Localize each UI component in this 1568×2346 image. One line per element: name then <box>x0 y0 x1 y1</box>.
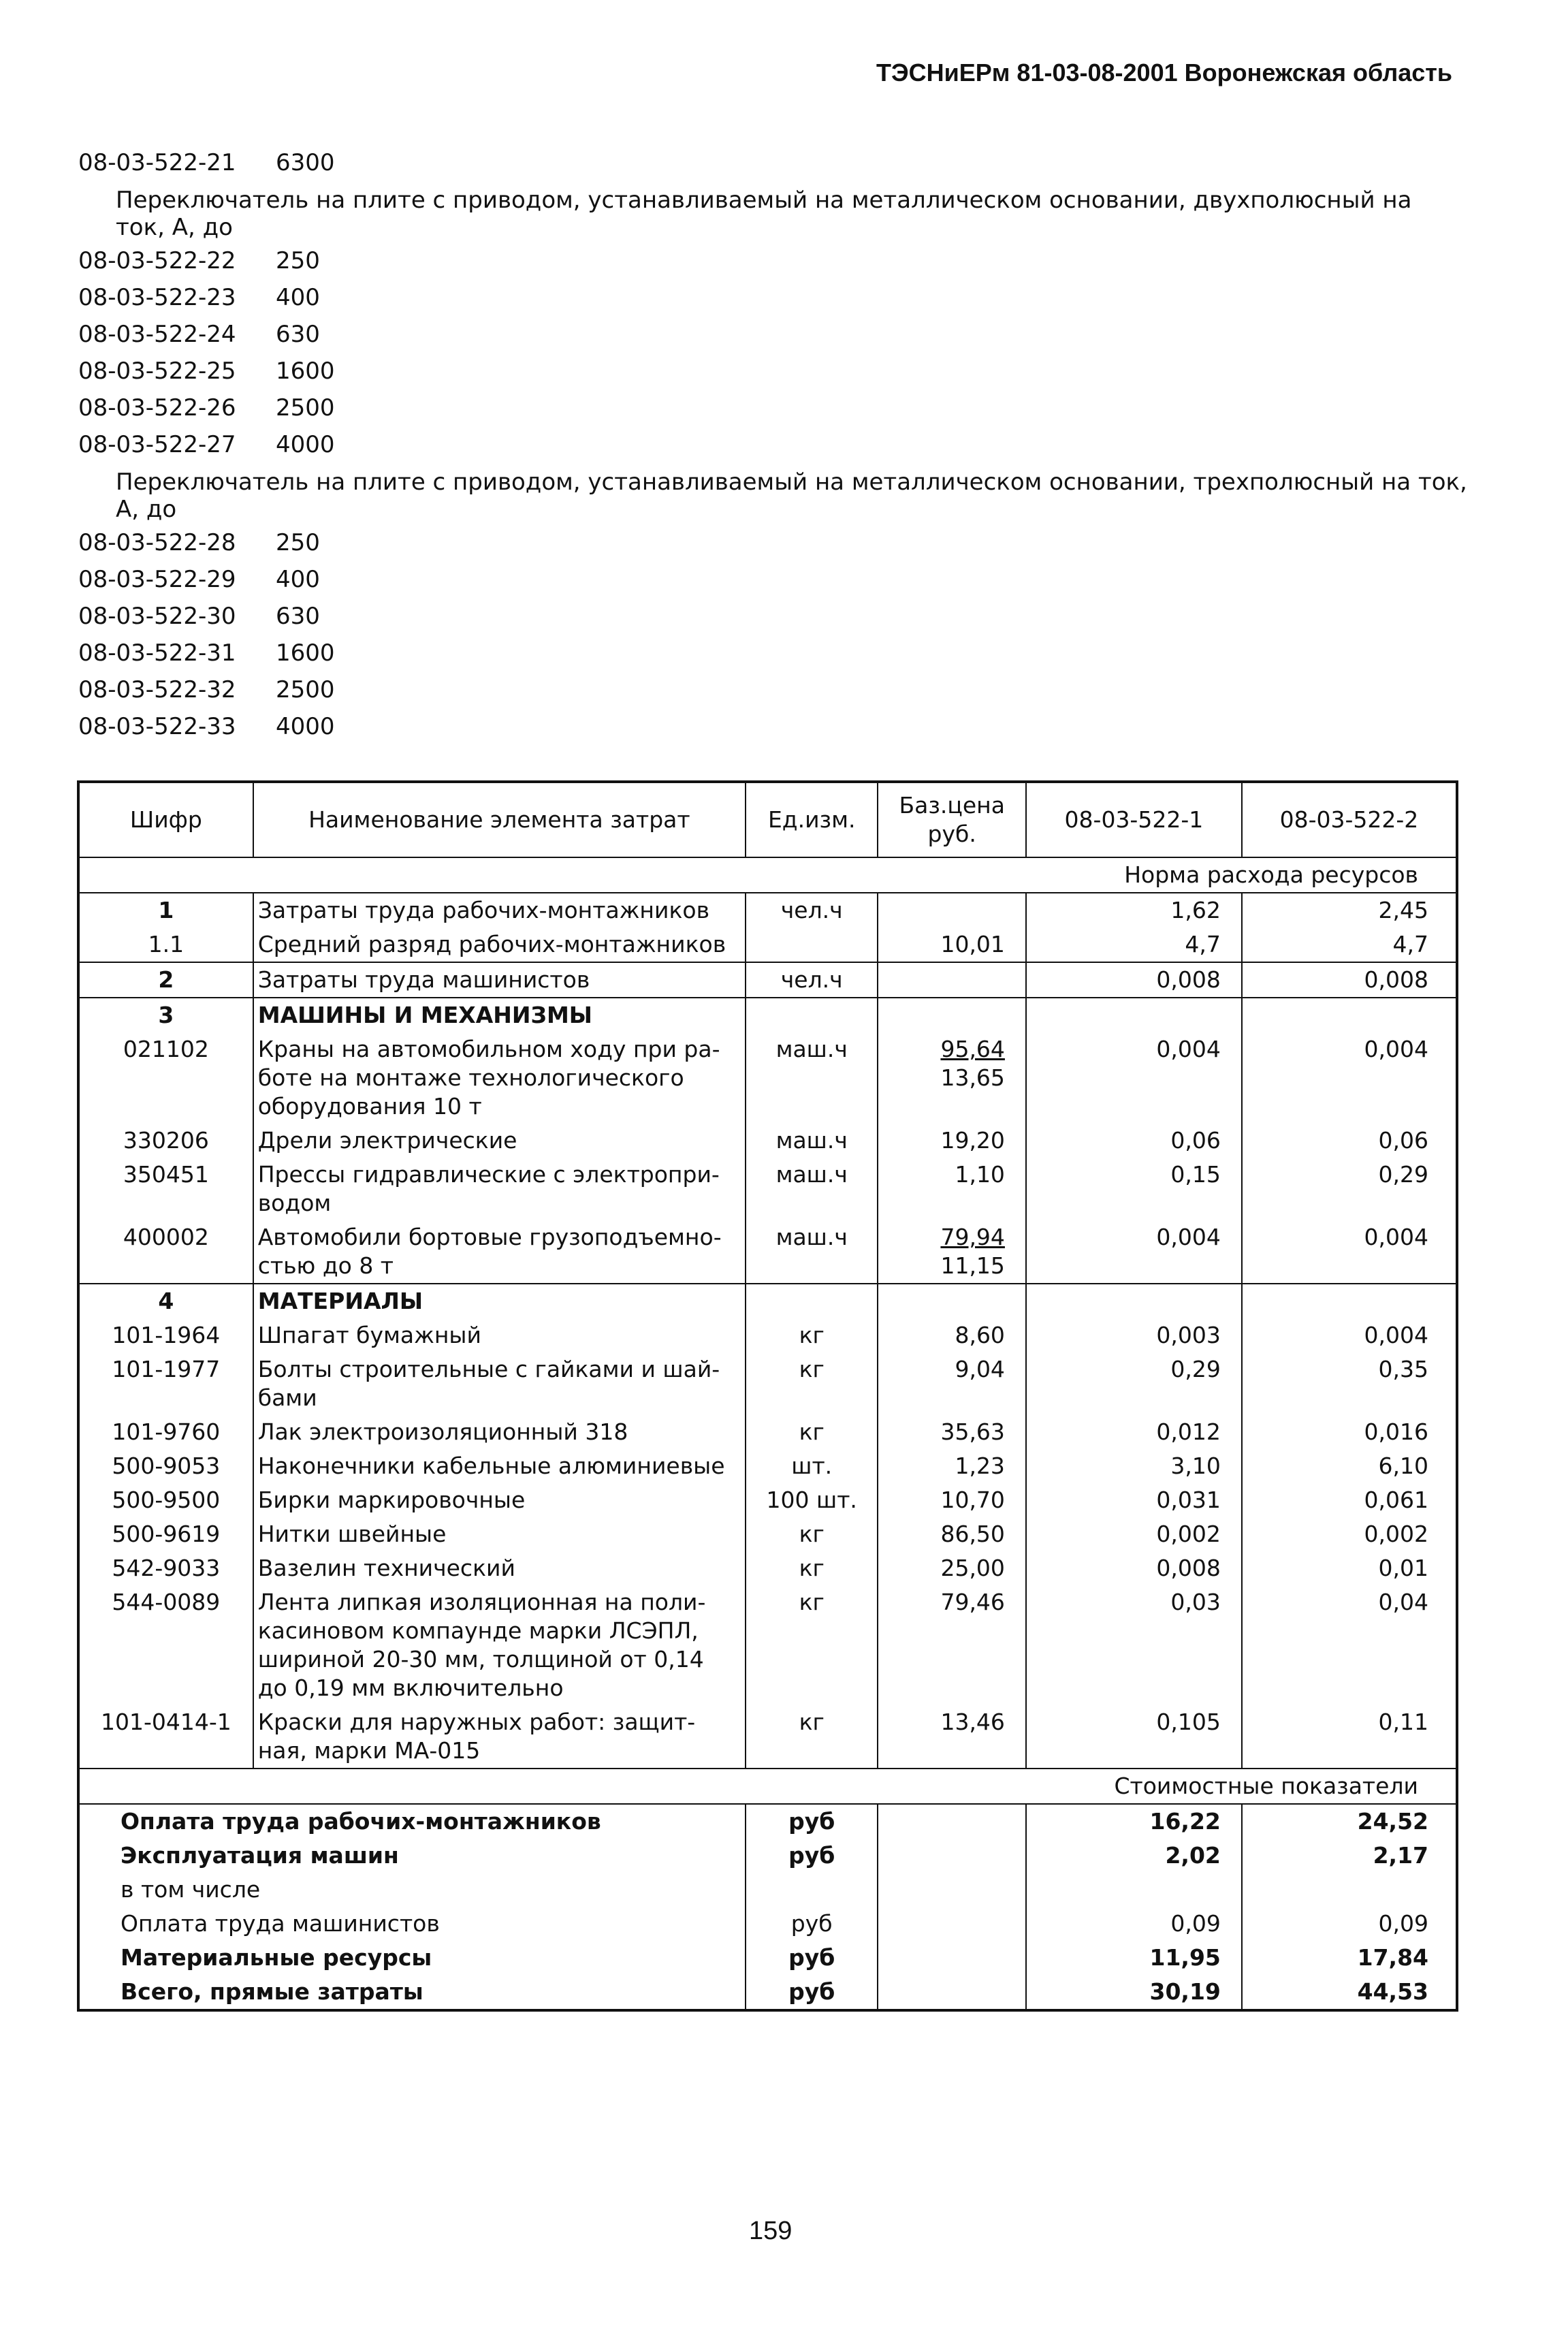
column-header: Баз.цена руб. <box>878 782 1025 857</box>
price-value: 1,23 <box>955 1453 1005 1479</box>
table-row <box>78 1318 1457 1352</box>
cell-code: 101-9760 <box>112 1418 221 1445</box>
cell-norm-2: 0,008 <box>1242 962 1457 998</box>
cell-code: 350451 <box>123 1161 209 1188</box>
code: 08-03-522-30 <box>78 603 236 630</box>
total-row <box>78 1873 1457 1907</box>
price-value: 19,20 <box>940 1127 1005 1154</box>
cell-norm-2: 0,01 <box>1242 1551 1457 1585</box>
cell-norm-2 <box>1242 998 1457 1032</box>
cell-norm-2: 2,45 <box>1242 893 1457 928</box>
cell-norm-2: 0,35 <box>1242 1352 1457 1415</box>
code-list <box>78 144 1467 745</box>
cell-code: 4 <box>78 1284 253 1318</box>
cell-norm-2: 0,29 <box>1242 1158 1457 1220</box>
code: 08-03-522-29 <box>78 566 236 593</box>
code-row <box>78 390 1467 426</box>
table-row <box>78 1483 1457 1517</box>
cell-norm-2: 0,04 <box>1242 1585 1457 1705</box>
code: 08-03-522-28 <box>78 529 236 556</box>
total-row <box>78 1975 1457 2010</box>
group-title: Переключатель на плите с приводом, устанавливаемый на металлическом основании, двухполюсный на ток, А, до <box>116 187 1412 241</box>
code-value: 250 <box>276 529 320 556</box>
table-row <box>78 1551 1457 1585</box>
cell-price <box>878 1032 1025 1124</box>
cell-code: 101-1977 <box>112 1356 221 1382</box>
price-value: 1,10 <box>955 1161 1005 1188</box>
cell-norm-1: 0,008 <box>1026 1551 1242 1585</box>
cell-name: МАШИНЫ И МЕХАНИЗМЫ <box>253 998 746 1032</box>
table-row <box>78 1352 1457 1415</box>
code-row <box>78 561 1467 598</box>
cell-name: Наконечники кабельные алюминиевые <box>253 1449 746 1483</box>
table-row <box>78 1517 1457 1551</box>
cell-code: 1.1 <box>148 931 185 957</box>
table-row <box>78 1705 1457 1769</box>
code-value: 2500 <box>276 676 335 703</box>
cell-code: 330206 <box>123 1127 209 1154</box>
column-header: Шифр <box>78 782 253 857</box>
cell-norm-1: 1,62 <box>1026 893 1242 928</box>
cell-price <box>878 1449 1025 1483</box>
cell-price <box>878 1585 1025 1705</box>
cell-norm-1: 0,06 <box>1026 1124 1242 1158</box>
cell-norm-2: 0,002 <box>1242 1517 1457 1551</box>
cell-unit: маш.ч <box>746 1220 878 1284</box>
price-value: 13,46 <box>940 1709 1005 1735</box>
cell-norm-1: 0,002 <box>1026 1517 1242 1551</box>
cell-unit: маш.ч <box>746 1158 878 1220</box>
price-value-secondary: 11,15 <box>940 1252 1005 1279</box>
column-header: 08-03-522-1 <box>1026 782 1242 857</box>
price-value: 10,70 <box>940 1487 1005 1513</box>
cell-name: Шпагат бумажный <box>253 1318 746 1352</box>
price-value: 10,01 <box>940 931 1005 957</box>
cell-name: Дрели электрические <box>253 1124 746 1158</box>
cell-price <box>878 1158 1025 1220</box>
table-row <box>78 1284 1457 1318</box>
cell-name: Болты строительные с гайками и шай- бами <box>253 1352 746 1415</box>
total-label: Всего, прямые затраты <box>121 1978 423 2005</box>
total-value-2: 17,84 <box>1242 1941 1457 1975</box>
cell-unit: кг <box>746 1585 878 1705</box>
cell-price <box>878 1705 1025 1769</box>
cell-price <box>878 1551 1025 1585</box>
price-value: 95,64 <box>940 1036 1005 1062</box>
cell-name: МАТЕРИАЛЫ <box>253 1284 746 1318</box>
code-row <box>78 524 1467 561</box>
cell-price <box>878 962 1025 998</box>
code: 08-03-522-26 <box>78 394 236 422</box>
cell-norm-1: 0,008 <box>1026 962 1242 998</box>
code-value: 6300 <box>276 149 335 176</box>
price-value: 35,63 <box>940 1418 1005 1445</box>
code: 08-03-522-23 <box>78 284 236 311</box>
cell-code: 021102 <box>123 1036 209 1062</box>
norm-caption-row <box>78 857 1457 893</box>
total-value-1: 30,19 <box>1026 1975 1242 2010</box>
price-value: 25,00 <box>940 1555 1005 1581</box>
total-price <box>878 1941 1025 1975</box>
norm-caption: Норма расхода ресурсов <box>78 857 1457 893</box>
code-row <box>78 426 1467 463</box>
total-price <box>878 1873 1025 1907</box>
cell-norm-1 <box>1026 1284 1242 1318</box>
cell-norm-1: 0,29 <box>1026 1352 1242 1415</box>
cell-norm-2: 4,7 <box>1242 928 1457 962</box>
cell-name: Бирки маркировочные <box>253 1483 746 1517</box>
table-row <box>78 998 1457 1032</box>
cell-norm-1: 0,004 <box>1026 1032 1242 1124</box>
cell-code: 101-0414-1 <box>100 1709 231 1735</box>
cell-name: Вазелин технический <box>253 1551 746 1585</box>
code: 08-03-522-31 <box>78 639 236 667</box>
total-unit: руб <box>746 1975 878 2010</box>
cell-norm-2: 0,061 <box>1242 1483 1457 1517</box>
total-value-1: 16,22 <box>1026 1804 1242 1839</box>
cell-unit: кг <box>746 1318 878 1352</box>
total-label: Оплата труда машинистов <box>121 1910 440 1937</box>
table-row <box>78 1158 1457 1220</box>
code: 08-03-522-21 <box>78 149 236 176</box>
code-row <box>78 635 1467 671</box>
cell-price <box>878 1352 1025 1415</box>
total-value-2: 44,53 <box>1242 1975 1457 2010</box>
table-row <box>78 1032 1457 1124</box>
code-row <box>78 242 1467 279</box>
cell-code: 500-9619 <box>112 1521 221 1547</box>
cell-norm-1: 0,012 <box>1026 1415 1242 1449</box>
cell-norm-2: 0,016 <box>1242 1415 1457 1449</box>
total-unit: руб <box>746 1804 878 1839</box>
cost-caption: Стоимостные показатели <box>78 1769 1457 1804</box>
table-row <box>78 1449 1457 1483</box>
total-value-1 <box>1026 1873 1242 1907</box>
cell-price <box>878 1124 1025 1158</box>
cell-name: Лак электроизоляционный 318 <box>253 1415 746 1449</box>
cell-code: 1 <box>158 897 174 923</box>
total-row <box>78 1839 1457 1873</box>
cell-name: Краски для наружных работ: защит- ная, марки МА-015 <box>253 1705 746 1769</box>
cell-norm-1: 0,004 <box>1026 1220 1242 1284</box>
total-value-1: 2,02 <box>1026 1839 1242 1873</box>
cell-norm-1 <box>1026 998 1242 1032</box>
cell-name: Краны на автомобильном ходу при ра- боте на монтаже технологического оборудования 10 т <box>253 1032 746 1124</box>
total-value-2: 0,09 <box>1242 1907 1457 1941</box>
total-value-1: 0,09 <box>1026 1907 1242 1941</box>
cell-code: 400002 <box>123 1224 209 1250</box>
cell-price <box>878 1415 1025 1449</box>
total-label: Оплата труда рабочих-монтажников <box>78 1804 746 1839</box>
document-header: ТЭСНиЕРм 81-03-08-2001 Воронежская область <box>876 59 1452 86</box>
page-number: 159 <box>749 2217 793 2245</box>
cell-norm-2: 0,11 <box>1242 1705 1457 1769</box>
code-row <box>78 144 1467 181</box>
cell-price <box>878 1483 1025 1517</box>
code-row <box>78 353 1467 390</box>
cell-norm-1: 0,15 <box>1026 1158 1242 1220</box>
table-header-row <box>78 782 1457 857</box>
cell-name: Затраты труда машинистов <box>253 962 746 998</box>
cell-code: 542-9033 <box>112 1555 221 1581</box>
cell-name: Прессы гидравлические с электропри- водом <box>253 1158 746 1220</box>
group-items <box>78 242 1467 463</box>
cost-caption-row <box>78 1769 1457 1804</box>
total-row <box>78 1907 1457 1941</box>
total-row <box>78 1941 1457 1975</box>
cell-code: 500-9500 <box>112 1487 221 1513</box>
code-row <box>78 279 1467 316</box>
code: 08-03-522-32 <box>78 676 236 703</box>
cell-code: 101-1964 <box>112 1322 221 1348</box>
cell-norm-2: 6,10 <box>1242 1449 1457 1483</box>
cell-name: Лента липкая изоляционная на поли- касиновом компаунде марки ЛСЭПЛ, шириной 20-30 мм, толщиной от 0,14 до 0,19 мм включительно <box>253 1585 746 1705</box>
code-value: 1600 <box>276 358 335 385</box>
total-row <box>78 1804 1457 1839</box>
cell-unit: шт. <box>746 1449 878 1483</box>
column-header: 08-03-522-2 <box>1242 782 1457 857</box>
cell-price <box>878 998 1025 1032</box>
table-row <box>78 1220 1457 1284</box>
total-unit <box>746 1873 878 1907</box>
total-price <box>878 1839 1025 1873</box>
cell-code: 544-0089 <box>112 1589 221 1615</box>
code-value: 400 <box>276 284 320 311</box>
code-value: 250 <box>276 247 320 274</box>
cell-price <box>878 928 1025 962</box>
cell-price <box>878 1220 1025 1284</box>
column-header: Наименование элемента затрат <box>253 782 746 857</box>
cell-norm-2: 0,06 <box>1242 1124 1457 1158</box>
code: 08-03-522-24 <box>78 321 236 348</box>
group-items <box>78 524 1467 745</box>
total-value-2: 2,17 <box>1242 1839 1457 1873</box>
total-unit: руб <box>746 1839 878 1873</box>
price-value: 8,60 <box>955 1322 1005 1348</box>
price-value: 9,04 <box>955 1356 1005 1382</box>
code-value: 4000 <box>276 431 335 458</box>
cell-name: Затраты труда рабочих-монтажников <box>253 893 746 928</box>
price-value-secondary: 13,65 <box>940 1064 1005 1091</box>
cell-norm-2: 0,004 <box>1242 1220 1457 1284</box>
cell-unit: кг <box>746 1415 878 1449</box>
total-value-2 <box>1242 1873 1457 1907</box>
code-row <box>78 598 1467 635</box>
code: 08-03-522-22 <box>78 247 236 274</box>
cell-name: Средний разряд рабочих-монтажников <box>253 928 746 962</box>
total-price <box>878 1975 1025 2010</box>
cell-code: 500-9053 <box>112 1453 221 1479</box>
cell-code: 3 <box>78 998 253 1032</box>
code: 08-03-522-33 <box>78 713 236 740</box>
cell-unit: кг <box>746 1551 878 1585</box>
cell-price <box>878 1517 1025 1551</box>
cell-unit: маш.ч <box>746 1032 878 1124</box>
cell-name: Нитки швейные <box>253 1517 746 1551</box>
code-value: 400 <box>276 566 320 593</box>
total-label: Эксплуатация машин <box>121 1842 399 1869</box>
total-value-2: 24,52 <box>1242 1804 1457 1839</box>
total-unit: руб <box>746 1907 878 1941</box>
group-title: Переключатель на плите с приводом, устанавливаемый на металлическом основании, трехполюсный на ток, А, до <box>116 469 1467 523</box>
cell-norm-2: 0,004 <box>1242 1032 1457 1124</box>
cell-norm-1: 0,003 <box>1026 1318 1242 1352</box>
cell-unit: кг <box>746 1517 878 1551</box>
code-row <box>78 708 1467 745</box>
table-row <box>78 1124 1457 1158</box>
cell-unit: кг <box>746 1705 878 1769</box>
code-value: 4000 <box>276 713 335 740</box>
cell-unit: чел.ч <box>746 893 878 928</box>
table-row <box>78 928 1457 962</box>
resource-table <box>77 780 1458 2012</box>
cell-price <box>878 1318 1025 1352</box>
cell-unit <box>746 1284 878 1318</box>
code: 08-03-522-27 <box>78 431 236 458</box>
price-value: 79,94 <box>940 1224 1005 1250</box>
total-value-1: 11,95 <box>1026 1941 1242 1975</box>
cell-norm-2: 0,004 <box>1242 1318 1457 1352</box>
table-row <box>78 893 1457 928</box>
code-row <box>78 671 1467 708</box>
code-value: 630 <box>276 603 320 630</box>
total-unit: руб <box>746 1941 878 1975</box>
cell-norm-1: 0,105 <box>1026 1705 1242 1769</box>
code-value: 2500 <box>276 394 335 422</box>
total-label: Материальные ресурсы <box>121 1944 432 1971</box>
cell-unit: 100 шт. <box>746 1483 878 1517</box>
cell-price <box>878 893 1025 928</box>
code-value: 630 <box>276 321 320 348</box>
price-value: 79,46 <box>940 1589 1005 1615</box>
cell-norm-2 <box>1242 1284 1457 1318</box>
cell-price <box>878 1284 1025 1318</box>
code-row <box>78 316 1467 353</box>
cell-unit <box>746 998 878 1032</box>
cell-name: Автомобили бортовые грузоподъемно- стью до 8 т <box>253 1220 746 1284</box>
total-price <box>878 1907 1025 1941</box>
cell-norm-1: 0,031 <box>1026 1483 1242 1517</box>
code: 08-03-522-25 <box>78 358 236 385</box>
cell-unit <box>746 928 878 962</box>
cell-norm-1: 3,10 <box>1026 1449 1242 1483</box>
cell-unit: маш.ч <box>746 1124 878 1158</box>
total-label: в том числе <box>121 1876 261 1903</box>
cell-unit: чел.ч <box>746 962 878 998</box>
total-price <box>878 1804 1025 1839</box>
cell-code: 2 <box>78 962 253 998</box>
cell-norm-1: 4,7 <box>1026 928 1242 962</box>
table-row <box>78 962 1457 998</box>
table-row <box>78 1415 1457 1449</box>
code-value: 1600 <box>276 639 335 667</box>
cell-norm-1: 0,03 <box>1026 1585 1242 1705</box>
column-header: Ед.изм. <box>746 782 878 857</box>
price-value: 86,50 <box>940 1521 1005 1547</box>
table-row <box>78 1585 1457 1705</box>
cell-unit: кг <box>746 1352 878 1415</box>
